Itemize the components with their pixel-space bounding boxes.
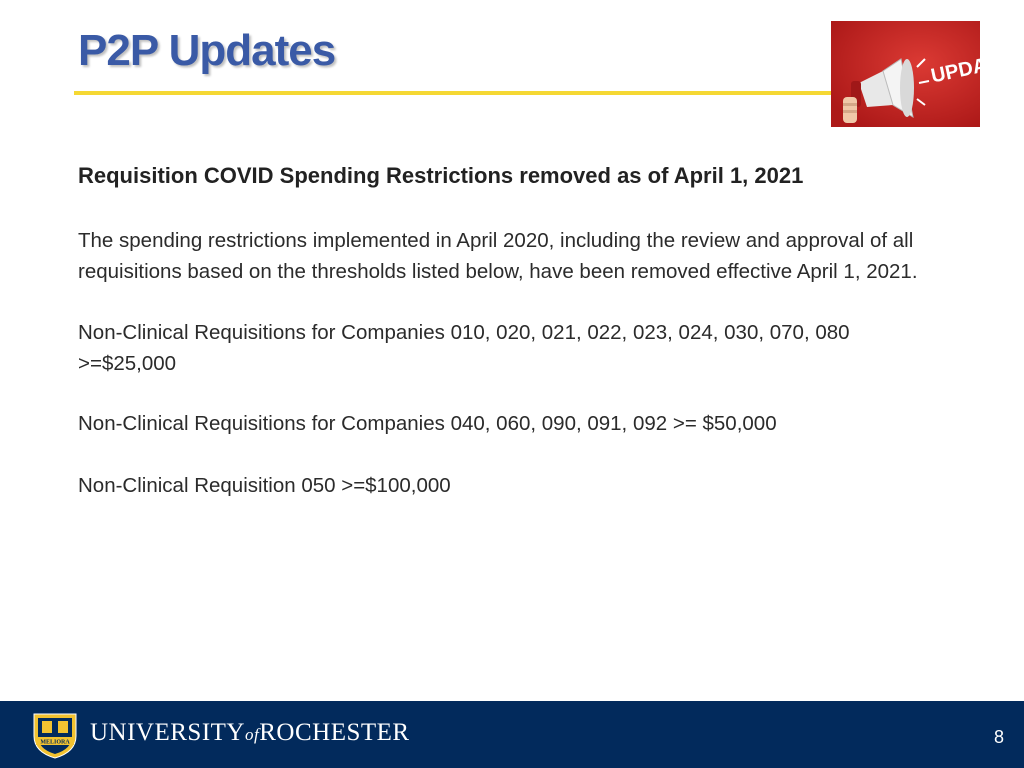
paragraph-line: Non-Clinical Requisition 050 >=$100,000 <box>78 474 451 497</box>
paragraph-threshold-50k <box>78 408 958 439</box>
seal-text: MELIORA <box>40 739 70 746</box>
paragraph-line: >=$25,000 <box>78 352 177 375</box>
title-underline <box>74 91 836 95</box>
update-megaphone-icon <box>831 21 1013 127</box>
slide-title: P2P Updates <box>78 26 336 75</box>
wordmark-of: of <box>245 725 260 744</box>
wordmark-part2: ROCHESTER <box>259 719 410 746</box>
university-seal-icon <box>30 710 80 760</box>
paragraph-line: The spending restrictions implemented in April 2020, including the review and approval of all <box>78 229 914 252</box>
university-wordmark <box>90 719 410 747</box>
update-badge-text: UPDATE <box>929 49 1013 88</box>
paragraph-line: requisitions based on the thresholds listed below, have been removed effective April 1, 2021. <box>78 260 918 283</box>
paragraph-line: Non-Clinical Requisitions for Companies 040, 060, 090, 091, 092 >= $50,000 <box>78 412 777 435</box>
paragraph-restrictions <box>78 225 958 287</box>
wordmark-part1: UNIVERSITY <box>90 719 245 746</box>
footer-bar <box>0 701 1024 768</box>
section-heading: Requisition COVID Spending Restrictions removed as of April 1, 2021 <box>78 163 804 188</box>
paragraph-threshold-100k <box>78 470 958 501</box>
paragraph-threshold-25k <box>78 317 958 379</box>
paragraph-line: Non-Clinical Requisitions for Companies 010, 020, 021, 022, 023, 024, 030, 070, 080 <box>78 321 850 344</box>
page-number: 8 <box>993 727 1004 747</box>
